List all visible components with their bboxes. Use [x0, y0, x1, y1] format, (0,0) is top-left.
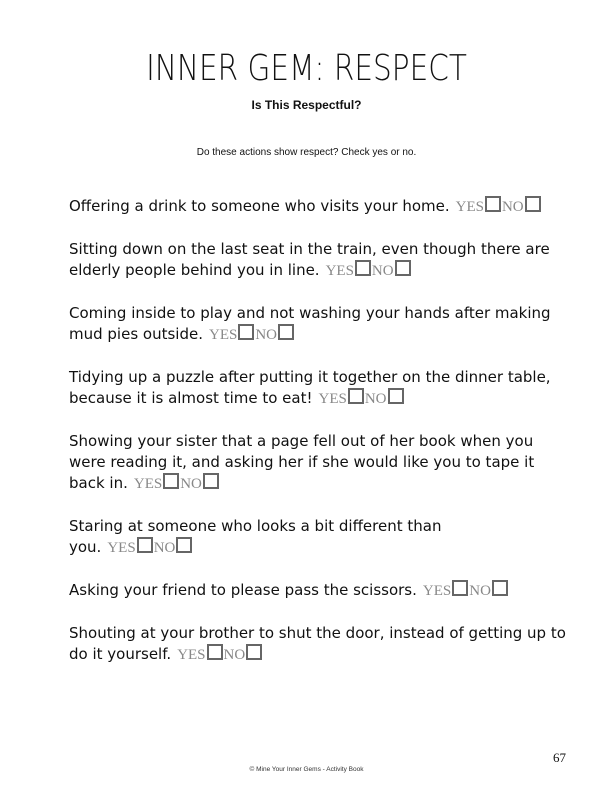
yes-label: YES [177, 647, 206, 663]
no-label: NO [364, 391, 387, 407]
question-text: Shouting at your brother to shut the door, instead of getting up to do it yourself. [69, 624, 566, 663]
question-item [69, 431, 569, 495]
yes-checkbox[interactable] [355, 260, 371, 276]
no-checkbox[interactable] [203, 473, 219, 489]
no-label: NO [180, 476, 202, 492]
question-text: Staring at someone who looks a bit different than you. [69, 517, 442, 556]
yes-no-group [319, 391, 405, 407]
no-checkbox[interactable] [395, 260, 411, 276]
no-checkbox[interactable] [388, 388, 404, 404]
no-label: NO [223, 647, 246, 663]
yes-no-group [107, 540, 193, 556]
yes-checkbox[interactable] [452, 580, 468, 596]
no-label: NO [371, 263, 394, 279]
instructions: Do these actions show respect? Check yes or no. [196, 147, 417, 158]
page-title: INNER GEM: RESPECT [146, 48, 467, 89]
yes-no-group [134, 476, 220, 492]
question-item [69, 239, 569, 282]
page-number: 67 [553, 750, 566, 765]
yes-label: YES [107, 540, 136, 556]
no-label: NO [469, 583, 491, 599]
question-text: Tidying up a puzzle after putting it together on the dinner table, because it is almost time to eat! [69, 368, 551, 407]
question-item [69, 303, 569, 346]
question-item [69, 516, 569, 559]
yes-label: YES [455, 199, 484, 215]
no-checkbox[interactable] [525, 196, 541, 212]
yes-no-group [209, 327, 295, 343]
yes-label: YES [325, 263, 354, 279]
yes-checkbox[interactable] [163, 473, 179, 489]
yes-checkbox[interactable] [348, 388, 364, 404]
yes-no-group [456, 199, 542, 215]
question-text: Showing your sister that a page fell out of her book when you were reading it, and asking her if she would like you to tape it back in. [69, 432, 535, 492]
question-item [69, 367, 569, 410]
no-checkbox[interactable] [278, 324, 294, 340]
no-checkbox[interactable] [492, 580, 508, 596]
yes-label: YES [318, 391, 347, 407]
question-text: Sitting down on the last seat in the train, even though there are elderly people behind you in line. [69, 240, 550, 279]
yes-checkbox[interactable] [238, 324, 254, 340]
yes-no-group [326, 263, 412, 279]
yes-label: YES [422, 583, 452, 599]
page-subtitle: Is This Respectful? [251, 98, 362, 112]
no-label: NO [501, 199, 524, 215]
no-checkbox[interactable] [176, 537, 192, 553]
footer-copyright: © Mine Your Inner Gems - Activity Book [249, 766, 364, 773]
no-checkbox[interactable] [246, 644, 262, 660]
yes-checkbox[interactable] [485, 196, 501, 212]
question-item [69, 580, 569, 602]
yes-checkbox[interactable] [207, 644, 223, 660]
yes-label: YES [208, 327, 238, 343]
question-item [69, 623, 569, 666]
yes-no-group [177, 647, 263, 663]
yes-no-group [423, 583, 509, 599]
yes-label: YES [133, 476, 163, 492]
no-label: NO [255, 327, 277, 343]
yes-checkbox[interactable] [137, 537, 153, 553]
question-text: Offering a drink to someone who visits your home. [69, 197, 450, 215]
question-item [69, 196, 569, 218]
question-text: Asking your friend to please pass the scissors. [69, 581, 417, 599]
question-text: Coming inside to play and not washing your hands after making mud pies outside. [69, 304, 551, 343]
no-label: NO [153, 540, 176, 556]
